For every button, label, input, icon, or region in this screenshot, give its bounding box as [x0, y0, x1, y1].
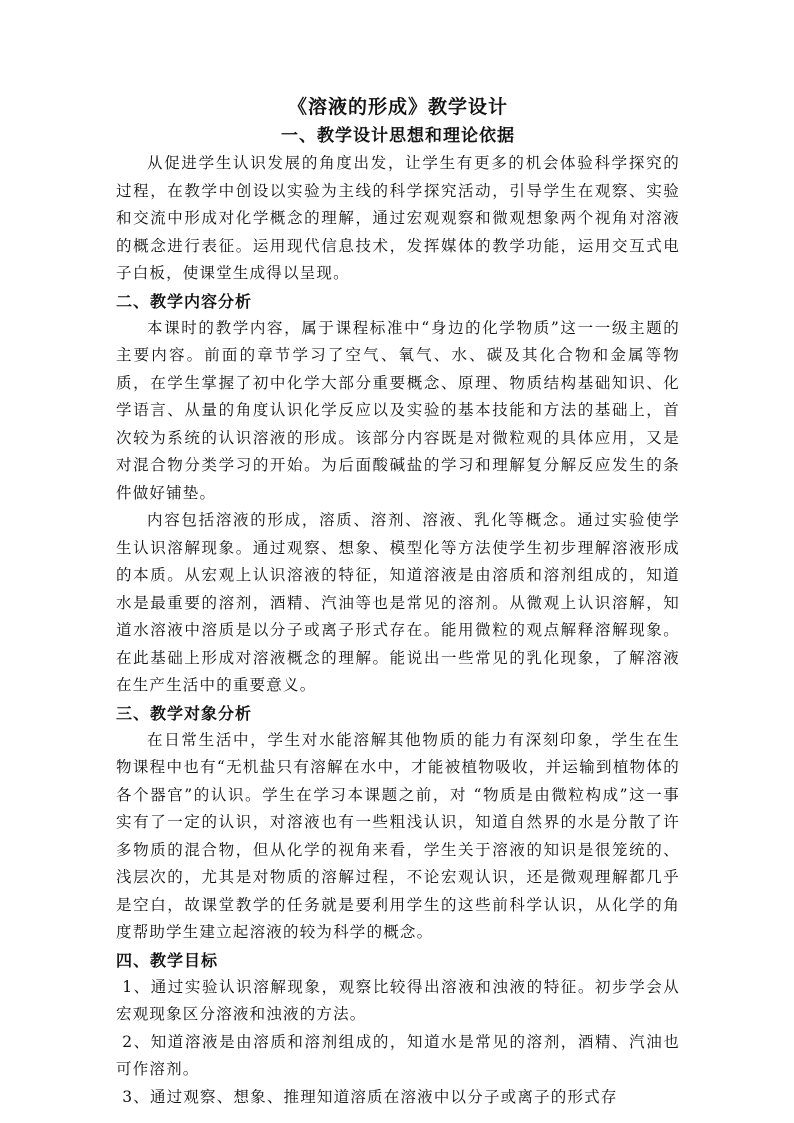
section-2-heading: 二、教学内容分析 — [116, 291, 253, 311]
section-3-heading: 三、教学对象分析 — [116, 703, 253, 723]
section-1-paragraph-1: 从促进学生认识发展的角度出发，让学生有更多的机会体验科学探究的过程，在教学中创设以实验为主线的科学探究活动，引导学生在观察、实验和交流中形成对化学概念的理解，通过宏观观察和微观想象两个视角对溶液的概念进行表征。运用现代信息技术，发挥媒体的教学功能，运用交互式电子白板，使课堂生成得以呈现。 — [116, 154, 680, 282]
objective-item-1: 1、通过实验认识溶解现象，观察比较得出溶液和浊液的特征。初步学会从宏观现象区分溶液和浊液的方法。 — [116, 977, 680, 1023]
document-page — [116, 92, 680, 1111]
section-1-heading: 一、教学设计思想和理论依据 — [281, 126, 515, 146]
objective-item-2: 2、知道溶液是由溶质和溶剂组成的，知道水是常见的溶剂，酒精、汽油也可作溶剂。 — [116, 1032, 680, 1078]
section-4-heading: 四、教学目标 — [116, 950, 219, 970]
section-2-paragraph-2: 内容包括溶液的形成，溶质、溶剂、溶液、乳化等概念。通过实验使学生认识溶解现象。通过观察、想象、模型化等方法使学生初步理解溶液形成的本质。从宏观上认识溶液的特征，知道溶液是由溶质和溶剂组成的，知道水是最重要的溶剂，酒精、汽油等也是常见的溶剂。从微观上认识溶解，知道水溶液中溶质是以分子或离子形式存在。能用微粒的观点解释溶解现象。 在此基础上形成对溶液概念的理解。能说出一些常见的乳化现象，了解溶液在生产生活中的重要意义。 — [116, 511, 680, 694]
document-title: 《溶液的形成》教学设计 — [287, 96, 508, 118]
section-3-paragraph-1: 在日常生活中，学生对水能溶解其他物质的能力有深刻印象，学生在生物课程中也有“无机盐只有溶解在水中，才能被植物吸收，并运输到植物体的各个器官”的认识。学生在学习本课题之前，对 “物质是由微粒构成”这一事实有了一定的认识，对溶液也有一些粗浅认识，知道自然界的水是分散了许多物质的混合物，但从化学的视角来看，学生关于溶液的知识是很笼统的、浅层次的，尤其是对物质的溶解过程，不论宏观认识，还是微观理解都几乎是空白，故课堂教学的任务就是要利用学生的这些前科学认识，从化学的角度帮助学生建立起溶液的较为科学的概念。 — [116, 730, 680, 941]
objective-item-3: 3、通过观察、想象、推理知道溶质在溶液中以分子或离子的形式存 — [122, 1087, 618, 1106]
section-2-paragraph-1: 本课时的教学内容，属于课程标准中“身边的化学物质”这一一级主题的主要内容。前面的章节学习了空气、氧气、水、碳及其化合物和金属等物质，在学生掌握了初中化学大部分重要概念、原理、物质结构基础知识、化学语言、从量的角度认识化学反应以及实验的基本技能和方法的基础上，首次较为系统的认识溶液的形成。该部分内容既是对微粒观的具体应用，又是对混合物分类学习的开始。为后面酸碱盐的学习和理解复分解反应发生的条件做好铺垫。 — [116, 318, 680, 502]
